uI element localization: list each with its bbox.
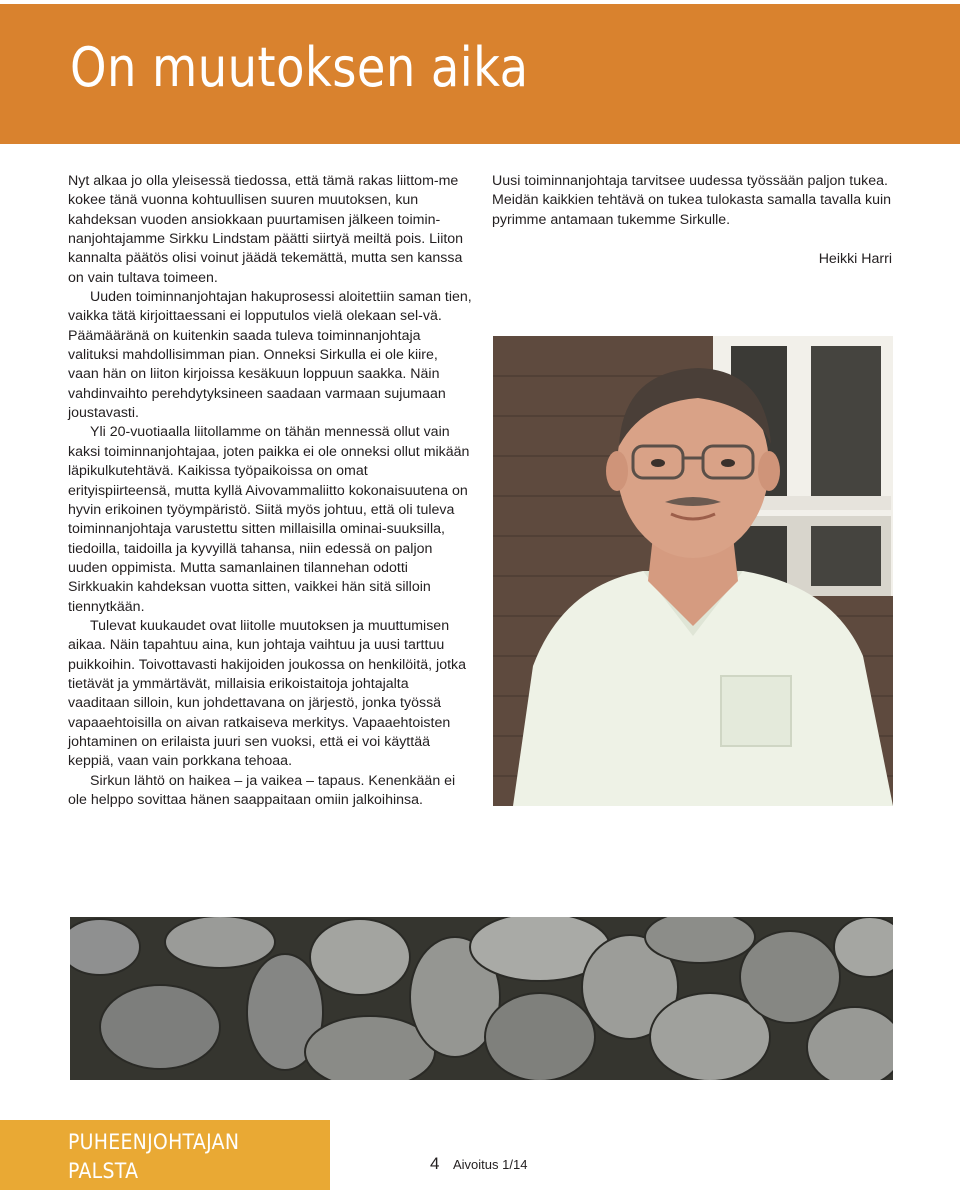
section-label <box>68 1128 302 1186</box>
page-number: 4 <box>430 1154 440 1173</box>
author-signature: Heikki Harri <box>818 251 892 267</box>
portrait-illustration <box>493 336 893 806</box>
article-right-column <box>492 172 892 230</box>
section-label-line: PUHEENJOHTAJAN <box>68 1130 240 1154</box>
article-left-column <box>68 172 472 810</box>
stones-photo <box>70 917 893 1080</box>
article-paragraph: Tulevat kuukaudet ovat liitolle muutoksen ja muuttumisen aikaa. Näin tapahtuu aina, kun johtaja vaihtuu ja uusi tarttuu puikkoihin. Toivottavasti hakijoiden joukossa on henkilöitä, jotka tietävät ja ymmärtävät, millaisia erikoistaitoja johtajalta vaaditaan silloin, kun johdettavana on järjestö, jonka työssä vapaaehtoisilla on aivan ratkaiseva merkitys. Vapaaehtoisten johtaminen on erilaista juuri sen vuoksi, että ei voi käyttää keppiä, vaan vain porkkana tehoaa. <box>68 617 467 770</box>
article-paragraph: Yli 20-vuotiaalla liitollamme on tähän mennessä ollut vain kaksi toiminnanjohtajaa, joten paikka ei ole onneksi ollut mikään läpikulkutehtävä. Kaikissa työpaikoissa on omat erityispiirteensä, mutta kyllä Aivovammaliitto kokonaisuutena on hyvin erikoinen työympäristö. Siitä myös johtuu, että oli tuleva toiminnanjohtaja varustettu sitten millaisilla ominai-suuksilla, tiedoilla, taidoilla ja kyvyillä tahansa, niin edessä on paljon uuden oppimista. Mutta samanlainen tilannehan odotti Sirkkuakin kahdeksan vuotta sitten, vaikkei hän sitä silloin tiennytkään. <box>68 424 470 615</box>
stones-illustration <box>70 917 893 1080</box>
section-label-line: PALSTA <box>68 1159 139 1183</box>
article-paragraph: Uuden toiminnanjohtajan hakuprosessi aloitettiin saman tien, vaikka tätä kirjoittaessani ei lopputulos vielä olekaan sel-vä. Päämääränä on kuitenkin saada tuleva toiminnanjohtaja valituksi mahdollisimman pian. Onneksi Sirkulla ei ole kiire, vaan hän on liiton kirjoissa kesäkuun loppuun saakka. Näin vahdinvaihto perehdytyksineen saadaan varmaan sujumaan joustavasti. <box>68 289 472 422</box>
page-title: On muutoksen aika <box>70 36 529 99</box>
author-portrait-photo <box>493 336 893 806</box>
article-paragraph: Uusi toiminnanjohtaja tarvitsee uudessa työssään paljon tukea. Meidän kaikkien tehtävä on tukea tulokasta samalla tavalla kuin pyrimme antamaan tukemme Sirkulle. <box>492 173 892 228</box>
article-paragraph: Nyt alkaa jo olla yleisessä tiedossa, että tämä rakas liittom-me kokee tänä vuonna kohtuullisen suuren muutoksen, kun kahdeksan vuoden ansiokkaan puurtamisen jälkeen toimin-nanjohtajamme Sirkku Lindstam päätti siirtyä meiltä pois. Liiton kannalta päätös olisi voinut jäädä tekemättä, mutta sen kanssa on vain tultava toimeen. <box>68 173 464 286</box>
magazine-issue: Aivoitus 1/14 <box>453 1157 528 1172</box>
article-paragraph: Sirkun lähtö on haikea – ja vaikea – tapaus. Kenenkään ei ole helppo sovittaa hänen saappaitaan omiin jalkoihinsa. <box>68 772 456 808</box>
